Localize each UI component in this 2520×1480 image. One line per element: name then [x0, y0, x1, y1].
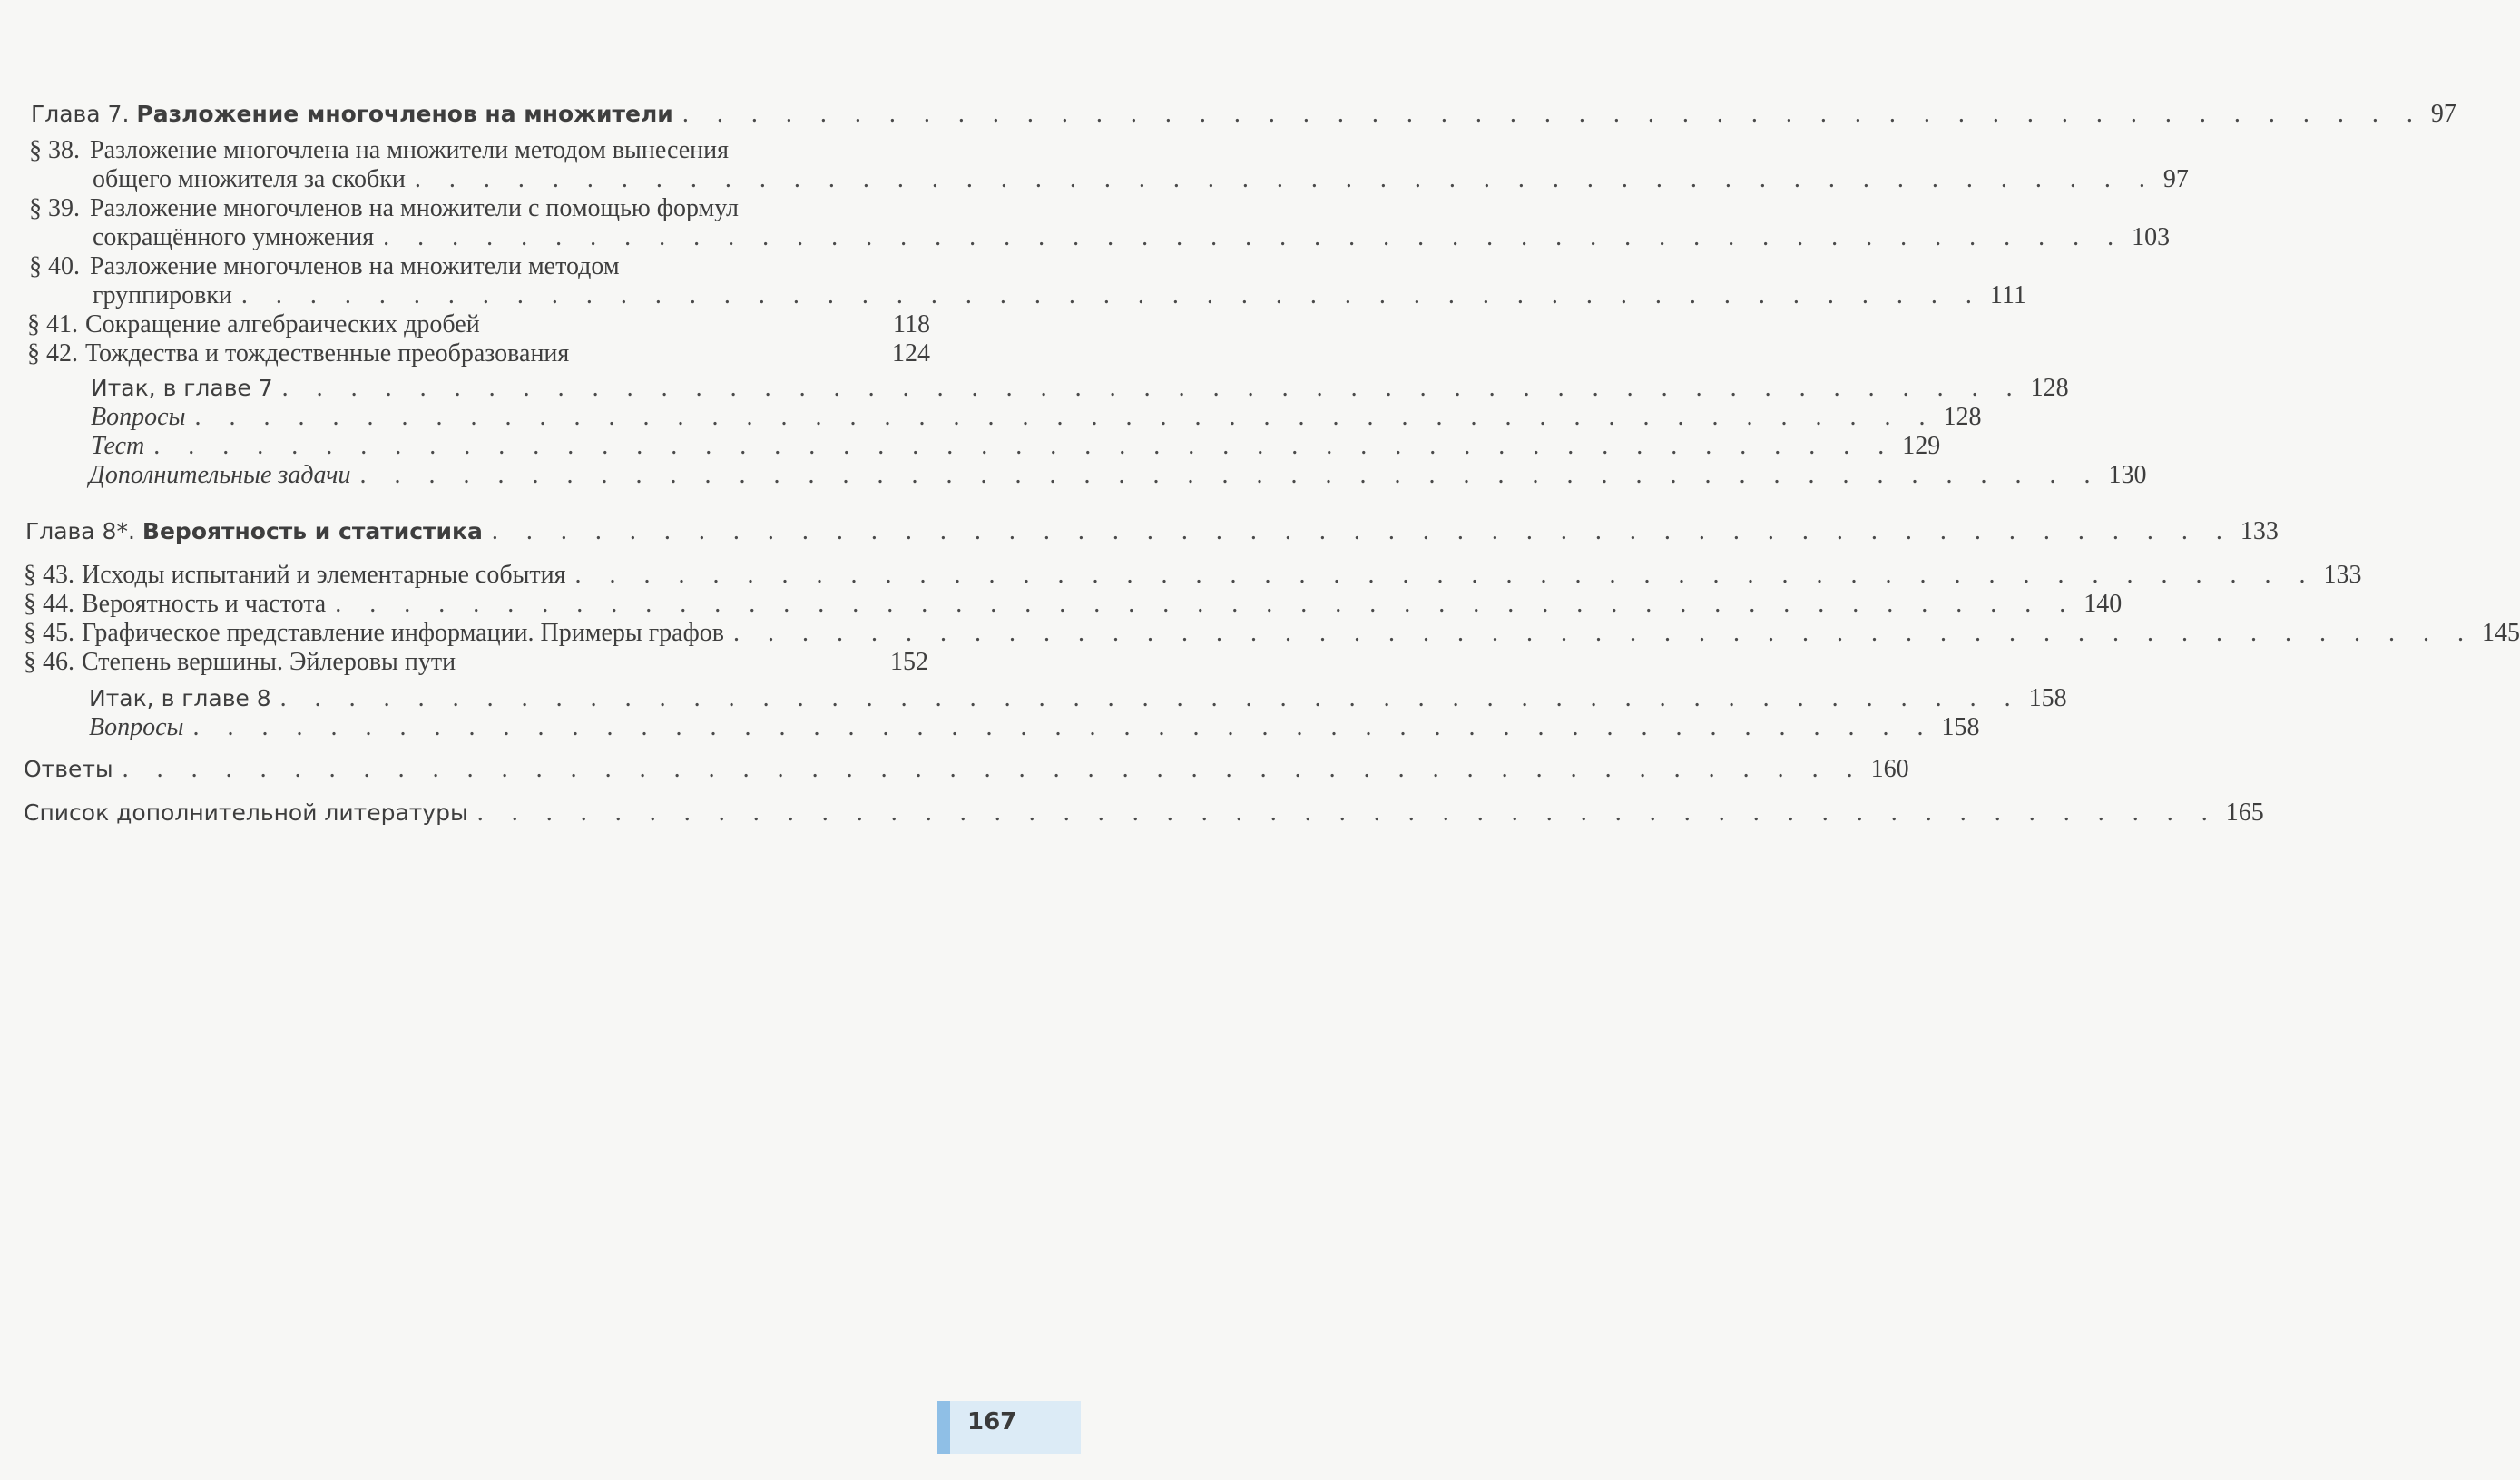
chapter-8-page: 133 [2240, 517, 2279, 545]
section-45-page: 145 [2481, 619, 2520, 647]
chapter-7-test[interactable] [91, 432, 1941, 461]
chapter-7-test-page: 129 [1902, 432, 1941, 460]
chapter-7-questions-page: 128 [1943, 403, 1982, 431]
section-41-page: 118 [893, 310, 930, 338]
section-46-title: Степень вершины. Эйлеровы пути [82, 648, 456, 676]
chapter-7-summary-title: Итак, в главе 7 [91, 375, 273, 401]
chapter-8-summary-title: Итак, в главе 8 [89, 685, 271, 711]
answers-entry[interactable] [24, 755, 1909, 784]
section-40-title-line2: группировки [93, 281, 232, 309]
chapter-7-questions[interactable] [91, 403, 1982, 432]
section-40-title-line1: Разложение многочленов на множители методом [90, 252, 620, 280]
section-38-line2[interactable] [93, 165, 2189, 194]
chapter-7-summary-page: 128 [2030, 374, 2069, 402]
chapter-7-title: Разложение многочленов на множители [136, 101, 673, 127]
chapter-7-test-title: Тест [91, 432, 145, 460]
section-42-title: Тождества и тождественные преобразования [85, 339, 570, 368]
section-38-title-line1: Разложение многочлена на множители методом вынесения [90, 136, 729, 164]
section-38-number: § 38. [29, 136, 80, 164]
dot-leader: . . . . . . . . . . . . . . . . . . . . . . . . . . . . . . . . . . . . . . . . . . . . . . . . . . . [383, 223, 2125, 251]
page-number-tab-bar [937, 1401, 950, 1454]
section-46[interactable] [24, 648, 928, 677]
section-40-number: § 40. [29, 252, 80, 280]
chapter-8-questions-page: 158 [1941, 713, 1980, 741]
dot-leader: . . . . . . . . . . . . . . . . . . . . . . . . . . . . . . . . . . . . . . . . . . . . . . . . . . . [476, 799, 2219, 827]
section-44-page: 140 [2084, 590, 2123, 618]
chapter-7-extra-page: 130 [2108, 461, 2147, 489]
section-41-title: Сокращение алгебраических дробей [85, 310, 480, 338]
section-39-page: 103 [2132, 223, 2171, 251]
section-43-number: § 43. [24, 561, 74, 589]
chapter-7-heading[interactable] [31, 100, 2456, 129]
dot-leader: . . . . . . . . . . . . . . . . . . . . . . . . . . . . . . . . . . . . . . . . . . . . . . . . . . . [414, 165, 2156, 193]
dot-leader: . . . . . . . . . . . . . . . . . . . . . . . . . . . . . . . . . . . . . . . . . . . . . . . . . . . [153, 432, 1896, 460]
literature-page: 165 [2225, 799, 2264, 827]
chapter-8-questions[interactable] [89, 713, 1980, 742]
dot-leader: . . . . . . . . . . . . . . . . . . . . . . . . . . . . . . . . . . . . . . . . . . . . . . . . . . . [359, 461, 2102, 489]
section-42-page: 124 [892, 339, 930, 368]
chapter-8-questions-title: Вопросы [89, 713, 184, 741]
section-45[interactable] [24, 619, 2520, 648]
section-46-page: 152 [890, 648, 928, 676]
section-45-title: Графическое представление информации. Примеры графов [82, 619, 724, 647]
section-38-line1[interactable] [29, 136, 729, 165]
section-38-title-line2: общего множителя за скобки [93, 165, 406, 193]
section-44-title: Вероятность и частота [82, 590, 327, 618]
chapter-7-label: Глава 7. [31, 101, 130, 127]
dot-leader: . . . . . . . . . . . . . . . . . . . . . . . . . . . . . . . . . . . . . . . . . . . . . . . . . . . [491, 517, 2233, 545]
dot-leader: . . . . . . . . . . . . . . . . . . . . . . . . . . . . . . . . . . . . . . . . . . . . . . . . . . . [574, 561, 2317, 589]
chapter-7-summary[interactable] [91, 374, 2069, 403]
section-39-line2[interactable] [93, 223, 2171, 252]
section-44[interactable] [24, 590, 2123, 619]
section-41[interactable] [27, 310, 930, 339]
section-39-number: § 39. [29, 194, 80, 222]
section-42-number: § 42. [27, 339, 78, 368]
section-42[interactable] [27, 339, 930, 368]
dot-leader: . . . . . . . . . . . . . . . . . . . . . . . . . . . . . . . . . . . . . . . . . . . . . . . . . . . [194, 403, 1937, 431]
dot-leader: . . . . . . . . . . . . . . . . . . . . . . . . . . . . . . . . . . . . . . . . . . . . . . . . . . . [240, 281, 1983, 309]
section-40-line1[interactable] [29, 252, 620, 281]
section-40-line2[interactable] [93, 281, 2026, 310]
dot-leader: . . . . . . . . . . . . . . . . . . . . . . . . . . . . . . . . . . . . . . . . . . . . . . . . . . . [335, 590, 2077, 618]
section-41-number: § 41. [27, 310, 78, 338]
dot-leader: . . . . . . . . . . . . . . . . . . . . . . . . . . . . . . . . . . . . . . . . . . . . . . . . . . . [732, 619, 2475, 647]
section-43-title: Исходы испытаний и элементарные события [82, 561, 566, 589]
answers-page: 160 [1870, 755, 1909, 783]
dot-leader: . . . . . . . . . . . . . . . . . . . . . . . . . . . . . . . . . . . . . . . . . . . . . . . . . . . [192, 713, 1935, 741]
dot-leader: . . . . . . . . . . . . . . . . . . . . . . . . . . . . . . . . . . . . . . . . . . . . . . . . . . . [122, 755, 1864, 783]
section-43[interactable] [24, 561, 2362, 590]
chapter-7-page: 97 [2430, 100, 2456, 128]
chapter-7-extra-title: Дополнительные задачи [89, 461, 351, 489]
chapter-8-title: Вероятность и статистика [142, 518, 483, 544]
page-number: 167 [967, 1408, 1017, 1436]
literature-entry[interactable] [24, 799, 2264, 828]
dot-leader: . . . . . . . . . . . . . . . . . . . . . . . . . . . . . . . . . . . . . . . . . . . . . . . . . . . [681, 100, 2424, 128]
section-43-page: 133 [2323, 561, 2362, 589]
section-38-page: 97 [2162, 165, 2189, 193]
section-39-title-line2: сокращённого умножения [93, 223, 375, 251]
answers-title: Ответы [24, 756, 113, 782]
chapter-8-summary-page: 158 [2028, 684, 2067, 712]
literature-title: Список дополнительной литературы [24, 799, 468, 826]
chapter-8-summary[interactable] [89, 684, 2067, 713]
section-40-page: 111 [1989, 281, 2026, 309]
section-39-title-line1: Разложение многочленов на множители с помощью формул [90, 194, 739, 222]
dot-leader: . . . . . . . . . . . . . . . . . . . . . . . . . . . . . . . . . . . . . . . . . . . . . . . . . . . [279, 684, 2022, 712]
dot-leader: . . . . . . . . . . . . . . . . . . . . . . . . . . . . . . . . . . . . . . . . . . . . . . . . . . . [281, 374, 2024, 402]
section-45-number: § 45. [24, 619, 74, 647]
chapter-8-heading[interactable] [25, 517, 2279, 546]
section-46-number: § 46. [24, 648, 74, 676]
section-39-line1[interactable] [29, 194, 739, 223]
chapter-8-label: Глава 8*. [25, 518, 135, 544]
chapter-7-extra-problems[interactable] [89, 461, 2147, 490]
chapter-7-questions-title: Вопросы [91, 403, 186, 431]
section-44-number: § 44. [24, 590, 74, 618]
